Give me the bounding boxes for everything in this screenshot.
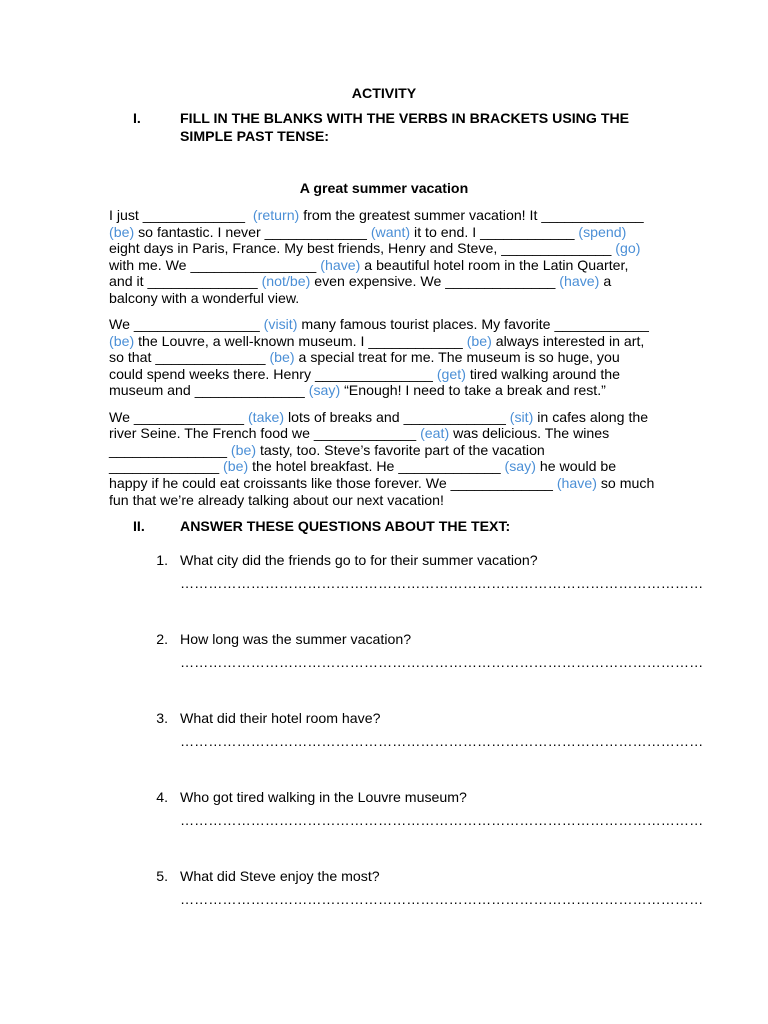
question-item bbox=[0, 868, 768, 947]
fill-in-blank: _____________ bbox=[403, 408, 506, 425]
story-text-run: so much bbox=[596, 474, 655, 491]
answer-line: ………………………………………………………………………………………………… bbox=[180, 812, 704, 828]
story-line bbox=[109, 349, 669, 366]
story-text-run: I just bbox=[109, 207, 143, 223]
section-2-instructions: ANSWER THESE QUESTIONS ABOUT THE TEXT: bbox=[180, 518, 511, 534]
answer-line: ………………………………………………………………………………………………… bbox=[180, 733, 704, 749]
story-line bbox=[109, 382, 669, 399]
question-text: Who got tired walking in the Louvre museum? bbox=[180, 789, 467, 805]
verb-hint: (have) bbox=[320, 256, 361, 273]
question-number: 1. bbox=[156, 552, 168, 568]
fill-in-blank: _____________ bbox=[313, 425, 417, 442]
story-text-run: always interested in art, bbox=[491, 332, 645, 349]
fill-in-blank: ______________ bbox=[155, 349, 266, 366]
fill-in-blank: ________________ bbox=[133, 316, 260, 333]
question-list bbox=[0, 552, 768, 947]
verb-hint: (be) bbox=[109, 332, 135, 349]
story-text-run: “Enough! I need to take a break and rest.” bbox=[340, 382, 606, 399]
story-text-run: We bbox=[109, 316, 134, 333]
section-1-numeral: I. bbox=[133, 110, 141, 126]
fill-in-blank: ______________ bbox=[133, 408, 244, 425]
story-text-run: happy if he could eat croissants like those forever. We bbox=[109, 474, 451, 491]
section-1-heading-line: SIMPLE PAST TENSE: bbox=[180, 128, 330, 144]
question-text: What did Steve enjoy the most? bbox=[180, 868, 380, 884]
verb-hint: (get) bbox=[436, 365, 466, 382]
fill-in-blank: ______________ bbox=[147, 273, 258, 290]
story-text-run: in cafes along the bbox=[533, 408, 649, 425]
fill-in-blank: _______________ bbox=[314, 365, 433, 382]
story-line bbox=[109, 475, 669, 492]
story-line bbox=[109, 333, 669, 350]
story-text-run: a beautiful hotel room in the Latin Quarter, bbox=[360, 256, 629, 273]
story-text-run: even expensive. We bbox=[310, 273, 446, 290]
fill-in-blank: ________________ bbox=[190, 256, 317, 273]
story-text-run: tired walking around the bbox=[465, 365, 620, 382]
question-text: How long was the summer vacation? bbox=[180, 631, 412, 647]
section-2-numeral: II. bbox=[133, 518, 145, 534]
verb-hint: (go) bbox=[615, 240, 641, 257]
story-text-run: tasty, too. Steve’s favorite part of the vacation bbox=[256, 441, 545, 458]
verb-hint: (eat) bbox=[420, 425, 450, 442]
verb-hint: (say) bbox=[504, 458, 536, 475]
story-text-run: a special treat for me. The museum is so huge, you bbox=[294, 349, 620, 366]
fill-in-blank: _____________ bbox=[541, 207, 644, 223]
fill-in-blank: _____________ bbox=[264, 223, 367, 240]
fill-in-blank: ______________ bbox=[445, 273, 556, 290]
fill-in-blank: ______________ bbox=[501, 240, 612, 257]
story-text-run: fun that we’re already talking about our next vacation! bbox=[109, 491, 444, 508]
verb-hint: (sit) bbox=[509, 408, 534, 425]
verb-hint: (have) bbox=[556, 474, 597, 491]
verb-hint: (be) bbox=[223, 458, 249, 475]
section-1-instructions bbox=[180, 109, 629, 145]
fill-in-blank: _____________ bbox=[450, 474, 553, 491]
story-text-run: a bbox=[599, 273, 612, 290]
story-text bbox=[109, 207, 669, 518]
story-line bbox=[109, 409, 669, 426]
question-item bbox=[0, 710, 768, 789]
fill-in-blank: ______________ bbox=[194, 382, 305, 399]
story-text-run: museum and bbox=[109, 382, 195, 399]
story-line bbox=[109, 224, 669, 241]
verb-hint: (visit) bbox=[263, 316, 298, 333]
answer-line: ………………………………………………………………………………………………… bbox=[180, 575, 704, 591]
story-line bbox=[109, 366, 669, 383]
story-text-run: with me. We bbox=[109, 256, 191, 273]
question-number: 2. bbox=[156, 631, 168, 647]
story-text-run: and it bbox=[109, 273, 148, 290]
question-number: 5. bbox=[156, 868, 168, 884]
verb-hint: (be) bbox=[269, 349, 295, 366]
question-item bbox=[0, 631, 768, 710]
story-text-run: the hotel breakfast. He bbox=[248, 458, 399, 475]
story-text-run: lots of breaks and bbox=[284, 408, 404, 425]
story-text-run: so that bbox=[109, 349, 156, 366]
activity-title: ACTIVITY bbox=[351, 85, 417, 101]
story-title: A great summer vacation bbox=[299, 180, 469, 196]
story-text-run: so fantastic. I never bbox=[134, 223, 265, 240]
story-text-run: was delicious. The wines bbox=[449, 425, 610, 442]
verb-hint: (be) bbox=[109, 223, 135, 240]
story-line bbox=[109, 290, 669, 307]
story-text-run: many famous tourist places. My favorite bbox=[297, 316, 555, 333]
verb-hint: (want) bbox=[370, 223, 411, 240]
question-text: What did their hotel room have? bbox=[180, 710, 381, 726]
story-paragraph-1 bbox=[109, 207, 669, 307]
story-line bbox=[109, 257, 669, 274]
story-text-run: he would be bbox=[535, 458, 617, 475]
fill-in-blank: _____________ bbox=[398, 458, 501, 475]
fill-in-blank: ____________ bbox=[480, 223, 575, 240]
fill-in-blank: ____________ bbox=[554, 316, 649, 333]
story-line bbox=[109, 273, 669, 290]
verb-hint: (take) bbox=[247, 408, 285, 425]
verb-hint: (spend) bbox=[578, 223, 627, 240]
story-line bbox=[109, 207, 669, 224]
story-text-run: We bbox=[109, 408, 134, 425]
verb-hint: (return) bbox=[252, 207, 300, 223]
question-text: What city did the friends go to for their summer vacation? bbox=[180, 552, 538, 568]
answer-line: ………………………………………………………………………………………………… bbox=[180, 891, 704, 907]
question-number: 4. bbox=[156, 789, 168, 805]
story-line bbox=[109, 425, 669, 442]
verb-hint: (not/be) bbox=[261, 273, 311, 290]
story-text-run: balcony with a wonderful view. bbox=[109, 289, 300, 306]
story-line bbox=[109, 316, 669, 333]
fill-in-blank: ______________ bbox=[109, 458, 220, 475]
story-text-run: it to end. I bbox=[410, 223, 481, 240]
fill-in-blank: ____________ bbox=[368, 332, 463, 349]
story-text-run: eight days in Paris, France. My best friends, Henry and Steve, bbox=[109, 240, 502, 257]
story-text-run: could spend weeks there. Henry bbox=[109, 365, 315, 382]
story-paragraph-3 bbox=[109, 409, 669, 509]
verb-hint: (say) bbox=[308, 382, 341, 399]
story-text-run: the Louvre, a well-known museum. I bbox=[134, 332, 369, 349]
story-text-run: from the greatest summer vacation! It bbox=[299, 207, 542, 223]
story-line bbox=[109, 442, 669, 459]
question-item bbox=[0, 552, 768, 631]
question-number: 3. bbox=[156, 710, 168, 726]
fill-in-blank: _______________ bbox=[109, 441, 227, 458]
question-item bbox=[0, 789, 768, 868]
story-line bbox=[109, 492, 669, 509]
verb-hint: (be) bbox=[466, 332, 492, 349]
fill-in-blank: _____________ bbox=[142, 207, 246, 223]
story-text-run bbox=[245, 207, 253, 223]
story-paragraph-2 bbox=[109, 316, 669, 399]
section-1-heading-line: FILL IN THE BLANKS WITH THE VERBS IN BRACKETS USING THE bbox=[180, 110, 630, 126]
story-text-run: river Seine. The French food we bbox=[109, 425, 314, 442]
story-line bbox=[109, 240, 669, 257]
verb-hint: (have) bbox=[559, 273, 600, 290]
verb-hint: (be) bbox=[230, 441, 257, 458]
story-line bbox=[109, 458, 669, 475]
answer-line: ………………………………………………………………………………………………… bbox=[180, 654, 704, 670]
